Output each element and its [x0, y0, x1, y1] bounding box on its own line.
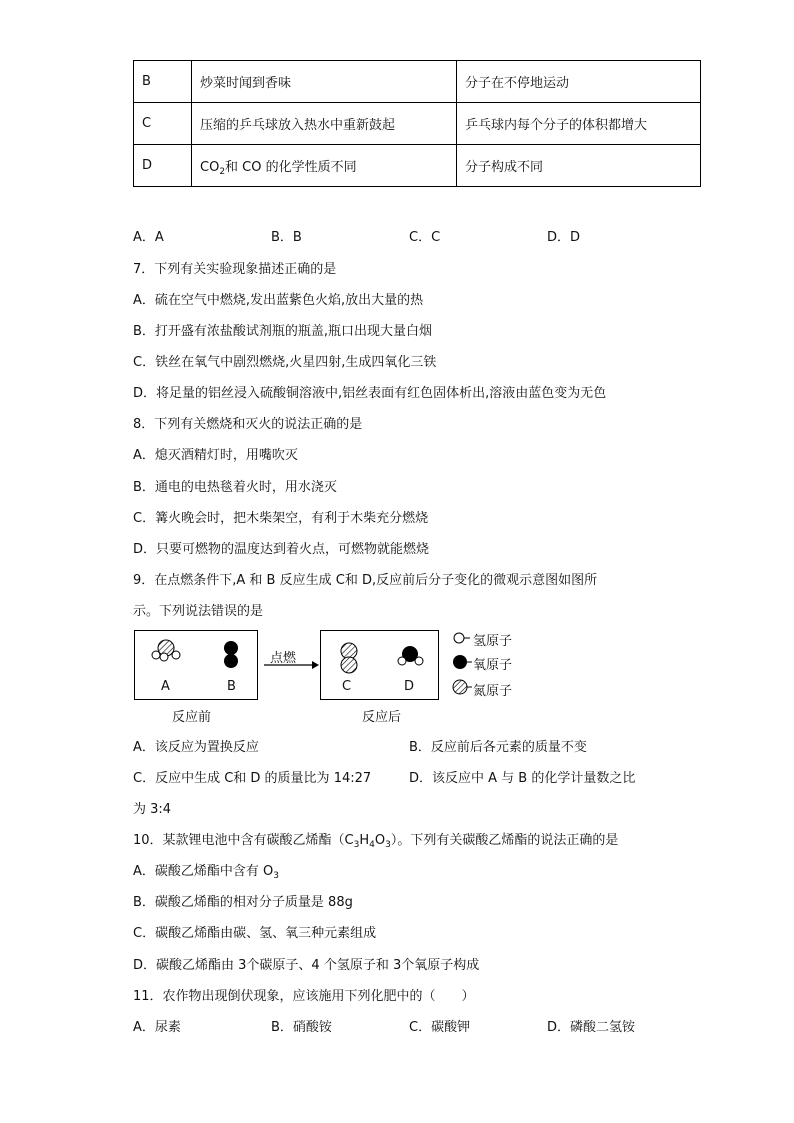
- q10-stem-part: ）。下列有关碳酸乙烯酯的说法正确的是: [390, 833, 619, 848]
- q10-option-c[interactable]: C．碳酸乙烯酯由碳、氢、氧三种元素组成: [133, 926, 377, 941]
- hydrogen-atom: [152, 651, 160, 659]
- table-cell-explanation: 乒乓球内每个分子的体积都增大: [457, 103, 701, 145]
- q8-stem: 8．下列有关燃烧和灭火的说法正确的是: [133, 417, 363, 432]
- after-molecules: [320, 630, 439, 700]
- table-cell-key: C: [134, 103, 192, 145]
- hydrogen-atom: [160, 653, 168, 661]
- phenomenon-text: 和 CO 的化学性质不同: [225, 160, 357, 175]
- legend-nitrogen-icon: [453, 680, 467, 694]
- table-cell-explanation: 分子构成不同: [457, 145, 701, 187]
- oxygen-atom: [224, 641, 238, 655]
- formula-subscript: 3: [273, 871, 279, 881]
- q10-option-a-text: A．碳酸乙烯酯中含有 O: [133, 864, 274, 879]
- legend-oxygen: 氧原子: [473, 658, 513, 673]
- q9-option-c[interactable]: C．反应中生成 C和 D 的质量比为 14:27: [133, 771, 372, 786]
- q9-option-d[interactable]: D．该反应中 A 与 B 的化学计量数之比: [409, 771, 636, 786]
- formula-subscript: 2: [219, 167, 226, 177]
- label-c: C: [342, 679, 352, 694]
- q7-option-b[interactable]: B．打开盛有浓盐酸试剂瓶的瓶盖,瓶口出现大量白烟: [133, 324, 433, 339]
- legend-nitrogen: 氮原子: [473, 684, 513, 699]
- before-molecules: [134, 630, 258, 700]
- q9-stem-line2: 示。下列说法错误的是: [133, 604, 264, 619]
- molecule-d: [398, 646, 423, 665]
- oxygen-atom: [224, 654, 238, 668]
- q9-option-a[interactable]: A．该反应为置换反应: [133, 740, 259, 755]
- table-cell-key: D: [134, 145, 192, 187]
- q7-option-d[interactable]: D．将足量的铝丝浸入硫酸铜溶液中,铝丝表面有红色固体析出,溶液由蓝色变为无色: [133, 386, 607, 401]
- q9-option-d-cont: 为 3:4: [133, 802, 172, 817]
- caption-before: 反应前: [172, 710, 212, 725]
- formula-subscript: 3: [353, 840, 360, 850]
- q8-option-a[interactable]: A．熄灭酒精灯时，用嘴吹灭: [133, 448, 298, 463]
- formula-co: CO: [200, 160, 220, 175]
- table-row: [134, 145, 701, 187]
- table-row: [134, 61, 701, 103]
- q10-stem-part: O: [374, 833, 386, 848]
- table-cell-explanation: 分子在不停地运动: [457, 61, 701, 103]
- q10-stem-part: H: [359, 833, 370, 848]
- q10-option-b[interactable]: B．碳酸乙烯酯的相对分子质量是 88g: [133, 895, 353, 910]
- arrow-label: 点燃: [270, 651, 297, 666]
- hydrogen-atom: [398, 657, 406, 665]
- label-b: B: [227, 679, 236, 694]
- molecule-b: [224, 641, 238, 668]
- q10-option-d[interactable]: D．碳酸乙烯酯由 3个碳原子、4 个氢原子和 3个氧原子构成: [133, 958, 480, 973]
- question-table: [133, 60, 701, 187]
- label-d: D: [404, 679, 415, 694]
- caption-after: 反应后: [362, 710, 402, 725]
- legend-hydrogen-icon: [454, 633, 464, 643]
- q10-option-a[interactable]: [133, 860, 279, 879]
- q6-option-a[interactable]: A．A: [133, 230, 164, 245]
- q10-stem: [133, 829, 618, 848]
- q10-stem-part: 10．某款锂电池中含有碳酸乙烯酯（C: [133, 833, 354, 848]
- q6-option-b[interactable]: B．B: [271, 230, 302, 245]
- table-cell-key: B: [134, 61, 192, 103]
- table-cell-phenomenon: 压缩的乒乓球放入热水中重新鼓起: [192, 103, 457, 145]
- table-row: [134, 103, 701, 145]
- q6-option-d[interactable]: D．D: [547, 230, 581, 245]
- hydrogen-atom: [172, 651, 180, 659]
- q9-stem-line1: 9．在点燃条件下,A 和 B 反应生成 C和 D,反应前后分子变化的微观示意图如图所: [133, 573, 598, 588]
- table-cell-phenomenon: 炒菜时闻到香味: [192, 61, 457, 103]
- q11-option-d[interactable]: D．磷酸二氢铵: [547, 1020, 636, 1035]
- q9-option-b[interactable]: B．反应前后各元素的质量不变: [409, 740, 587, 755]
- hydrogen-atom: [415, 657, 423, 665]
- q8-option-b[interactable]: B．通电的电热毯着火时，用水浇灭: [133, 480, 337, 495]
- q11-option-c[interactable]: C．碳酸钾: [409, 1020, 471, 1035]
- q7-stem: 7．下列有关实验现象描述正确的是: [133, 262, 337, 277]
- molecule-a: [152, 640, 180, 661]
- q8-option-c[interactable]: C．篝火晚会时，把木柴架空，有利于木柴充分燃烧: [133, 511, 429, 526]
- legend-hydrogen: 氢原子: [473, 634, 513, 649]
- table-cell-phenomenon: [192, 145, 457, 187]
- q11-stem: 11．农作物出现倒伏现象，应该施用下列化肥中的（ ）: [133, 989, 475, 1004]
- legend-icons: [450, 629, 474, 699]
- label-a: A: [161, 679, 170, 694]
- formula-subscript: 4: [369, 840, 375, 850]
- q7-option-a[interactable]: A．硫在空气中燃烧,发出蓝紫色火焰,放出大量的热: [133, 293, 424, 308]
- legend-oxygen-icon: [453, 655, 467, 669]
- molecule-c: [341, 643, 357, 673]
- q6-option-c[interactable]: C．C: [409, 230, 441, 245]
- q11-option-a[interactable]: A．尿素: [133, 1020, 181, 1035]
- formula-subscript: 3: [385, 840, 391, 850]
- arrow-icon: [262, 660, 320, 670]
- q11-option-b[interactable]: B．硝酸铵: [271, 1020, 332, 1035]
- q7-option-c[interactable]: C．铁丝在氧气中剧烈燃烧,火星四射,生成四氧化三铁: [133, 355, 437, 370]
- q8-option-d[interactable]: D．只要可燃物的温度达到着火点，可燃物就能燃烧: [133, 542, 430, 557]
- nitrogen-atom: [341, 657, 357, 673]
